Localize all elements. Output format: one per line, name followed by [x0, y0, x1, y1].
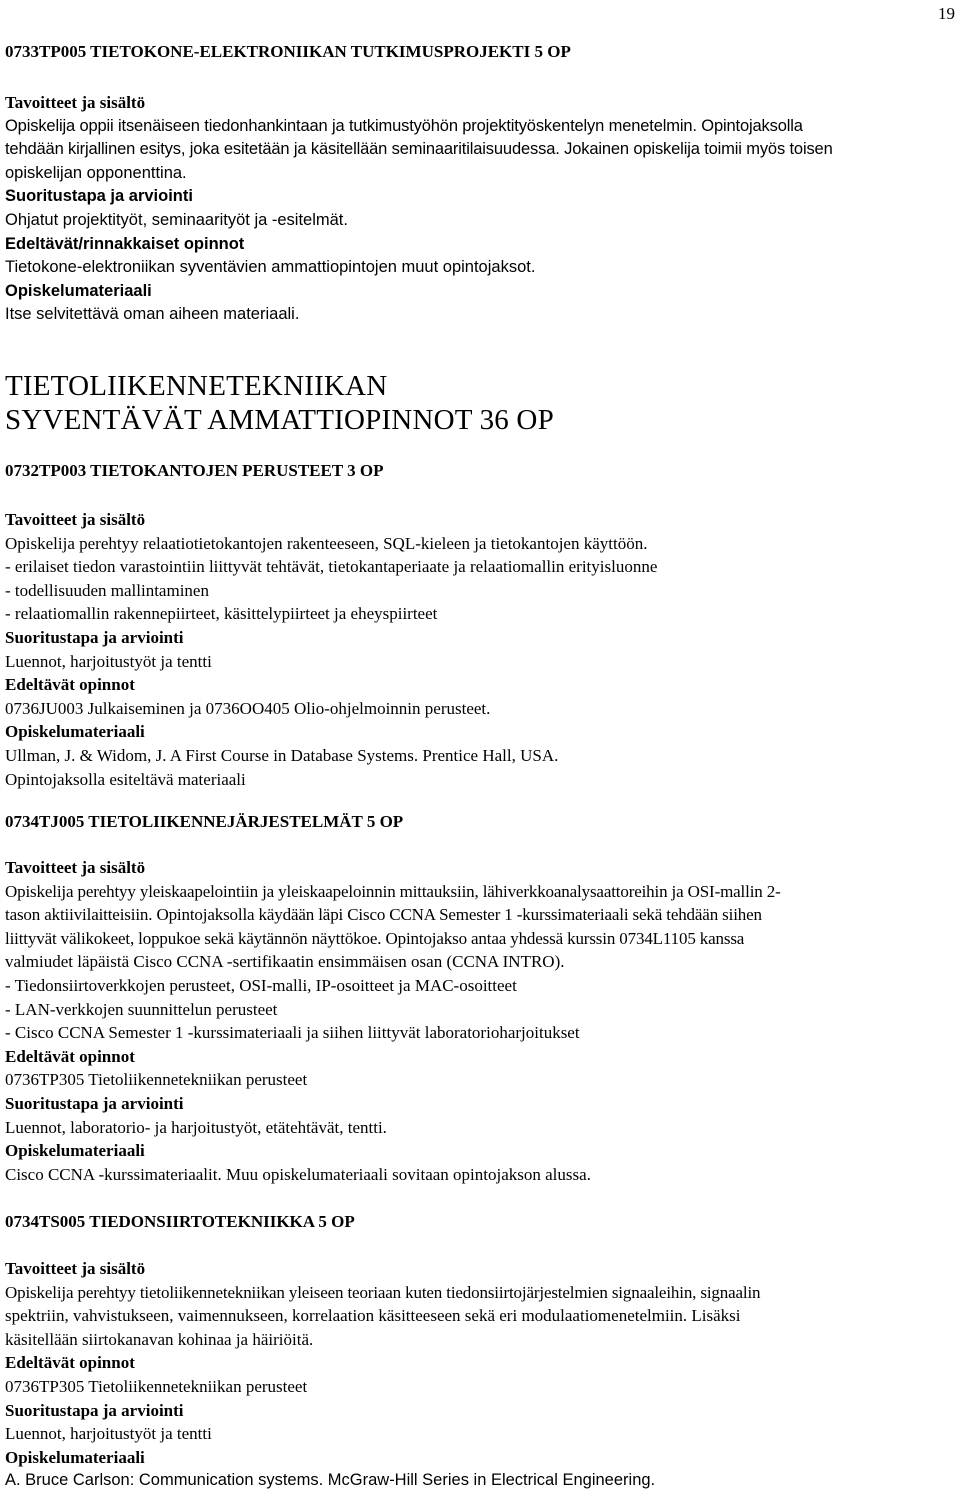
method-label: Suoritustapa ja arviointi	[5, 1400, 184, 1420]
material-text: Cisco CCNA -kurssimateriaalit. Muu opiskelumateriaali sovitaan opintojakson alussa.	[5, 1164, 591, 1184]
goals-line: - erilaiset tiedon varastointiin liittyvät tehtävät, tietokantaperiaate ja relaatiomallin erityisluonne	[5, 557, 658, 577]
prereq-label: Edeltävät opinnot	[5, 1353, 135, 1373]
prereq-label: Edeltävät/rinnakkaiset opinnot	[5, 234, 245, 253]
course-0734TJ005	[5, 811, 957, 833]
material-label: Opiskelumateriaali	[5, 1141, 145, 1161]
method-text: Luennot, laboratorio- ja harjoitustyöt, etätehtävät, tentti.	[5, 1117, 387, 1137]
course-0734TS005-body	[5, 1257, 957, 1493]
material-label: Opiskelumateriaali	[5, 1447, 145, 1467]
course-title: 0734TS005 TIEDONSIIRTOTEKNIIKKA 5 OP	[5, 1212, 355, 1231]
goals-label: Tavoitteet ja sisältö	[5, 93, 146, 112]
course-0733TP005	[5, 41, 957, 63]
goals-line: - Cisco CCNA Semester 1 -kurssimateriaali ja siihen liittyvät laboratorioharjoitukset	[5, 1023, 580, 1043]
course-title: 0734TJ005 TIETOLIIKENNEJÄRJESTELMÄT 5 OP	[5, 812, 404, 831]
material-label: Opiskelumateriaali	[5, 722, 145, 742]
material-label: Opiskelumateriaali	[5, 281, 152, 300]
course-title: 0733TP005 TIETOKONE-ELEKTRONIIKAN TUTKIMUSPROJEKTI 5 OP	[5, 42, 571, 61]
method-label: Suoritustapa ja arviointi	[5, 627, 184, 647]
section-title-line1: TIETOLIIKENNETEKNIIKAN	[5, 370, 388, 402]
course-0733TP005-body	[5, 91, 957, 327]
material-line: Ullman, J. & Widom, J. A First Course in Database Systems. Prentice Hall, USA.	[5, 745, 559, 765]
prereq-text: 0736TP305 Tietoliikennetekniikan perusteet	[5, 1376, 308, 1396]
prereq-text: 0736JU003 Julkaiseminen ja 0736OO405 Olio-ohjelmoinnin perusteet.	[5, 698, 491, 718]
goals-label: Tavoitteet ja sisältö	[5, 858, 146, 877]
goals-line: Opiskelija perehtyy yleiskaapelointiin ja yleiskaapeloinnin mittauksiin, lähiverkkoanalysaattoreihin ja OSI-mallin 2-	[5, 881, 781, 901]
goals-line: valmiudet läpäistä Cisco CCNA -sertifikaatin ensimmäisen osan (CCNA INTRO).	[5, 952, 565, 972]
goals-line: tehdään kirjallinen esitys, joka esitetään ja käsitellään seminaaritilaisuudessa. Jokainen opiskelija toimii myös toisen	[5, 140, 833, 159]
goals-line: - relaatiomallin rakennepiirteet, käsittelypiirteet ja eheyspiirteet	[5, 604, 438, 624]
goals-label: Tavoitteet ja sisältö	[5, 1259, 146, 1278]
prereq-text: 0736TP305 Tietoliikennetekniikan perusteet	[5, 1070, 308, 1090]
material-text: A. Bruce Carlson: Communication systems. McGraw-Hill Series in Electrical Engineering.	[5, 1471, 656, 1490]
prereq-text: Tietokone-elektroniikan syventävien ammattiopintojen muut opintojaksot.	[5, 258, 536, 277]
course-0734TJ005-body	[5, 856, 957, 1186]
course-0732TP003-body	[5, 508, 957, 791]
goals-line: Opiskelija perehtyy tietoliikennetekniikan yleiseen teoriaan kuten tiedonsiirtojärjestelmien signaaleihin, signaalin	[5, 1282, 761, 1302]
goals-label: Tavoitteet ja sisältö	[5, 510, 146, 529]
course-0732TP003	[5, 460, 957, 482]
prereq-label: Edeltävät opinnot	[5, 1046, 135, 1066]
course-title: 0732TP003 TIETOKANTOJEN PERUSTEET 3 OP	[5, 461, 384, 480]
method-text: Luennot, harjoitustyöt ja tentti	[5, 1424, 212, 1444]
goals-line: opiskelijan opponenttina.	[5, 163, 187, 182]
goals-line: - todellisuuden mallintaminen	[5, 580, 209, 600]
prereq-label: Edeltävät opinnot	[5, 675, 135, 695]
material-line: Opintojaksolla esiteltävä materiaali	[5, 769, 246, 789]
goals-line: tason aktiivilaitteisiin. Opintojaksolla käydään läpi Cisco CCNA Semester 1 -kurssimateriaali sekä tehdään siihen	[5, 905, 762, 925]
goals-line: liittyvät välikokeet, loppukoe sekä käytännön näyttökoe. Opintojakso antaa yhdessä kurssin 0734L1105 kanssa	[5, 928, 745, 948]
material-text: Itse selvitettävä oman aiheen materiaali.	[5, 305, 300, 324]
method-text: Ohjatut projektityöt, seminaarityöt ja -esitelmät.	[5, 210, 348, 229]
goals-line: spektriin, vahvistukseen, vaimennukseen, korrelaation käsitteeseen sekä eri modulaatiomenetelmiin. Lisäksi	[5, 1306, 741, 1326]
goals-line: - Tiedonsiirtoverkkojen perusteet, OSI-malli, IP-osoitteet ja MAC-osoitteet	[5, 975, 517, 995]
method-label: Suoritustapa ja arviointi	[5, 187, 193, 206]
goals-line: Opiskelija perehtyy relaatiotietokantojen rakenteeseen, SQL-kieleen ja tietokantojen käyttöön.	[5, 533, 648, 553]
section-heading	[5, 369, 957, 437]
page-number: 19	[938, 4, 955, 23]
goals-line: Opiskelija oppii itsenäiseen tiedonhankintaan ja tutkimustyöhön projektityöskentelyn menetelmin. Opintojaksolla	[5, 116, 803, 135]
goals-line: käsitellään siirtokanavan kohinaa ja häiriöitä.	[5, 1329, 314, 1349]
method-text: Luennot, harjoitustyöt ja tentti	[5, 651, 212, 671]
course-0734TS005	[5, 1211, 957, 1233]
goals-line: - LAN-verkkojen suunnittelun perusteet	[5, 999, 278, 1019]
method-label: Suoritustapa ja arviointi	[5, 1093, 184, 1113]
section-title-line2: SYVENTÄVÄT AMMATTIOPINNOT 36 OP	[5, 404, 554, 436]
